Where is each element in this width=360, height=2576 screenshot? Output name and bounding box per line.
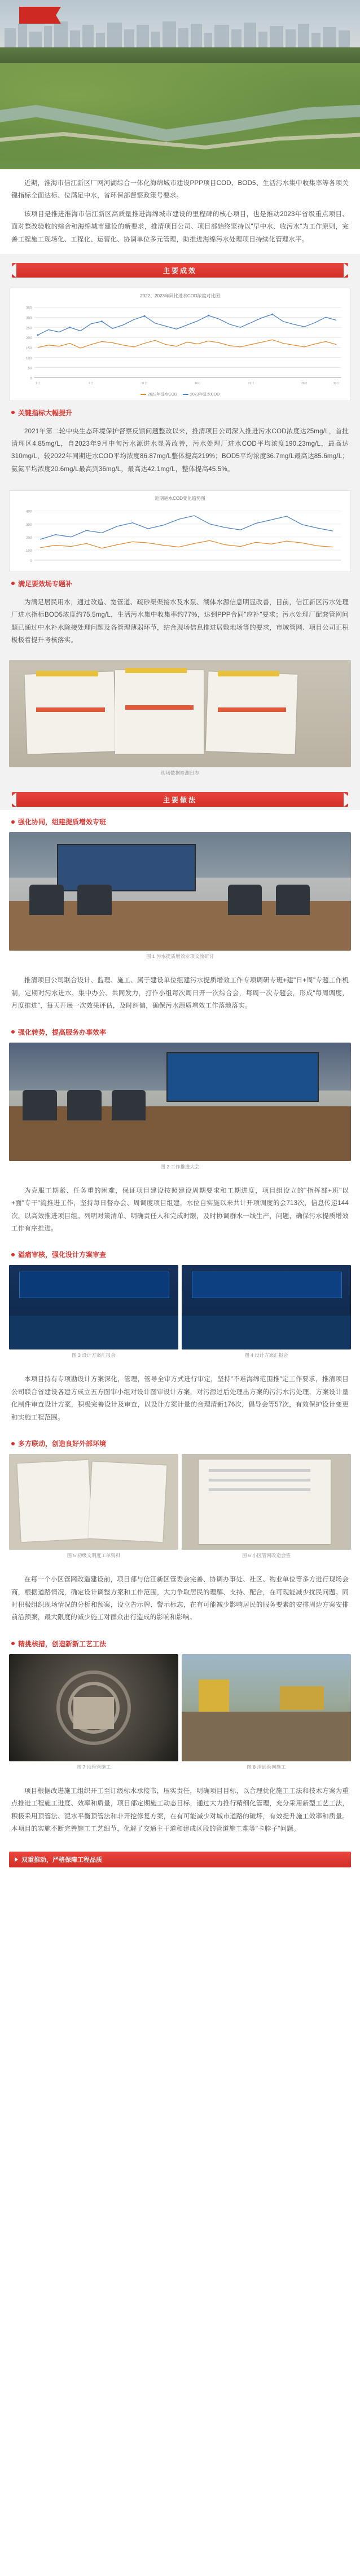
svg-text:150: 150 bbox=[25, 346, 32, 351]
section-banner-label-2: 主要做法 bbox=[163, 795, 197, 804]
cod-line-chart bbox=[14, 301, 346, 390]
photo-caption-4-right: 图 6 小区管网改造会签 bbox=[242, 1553, 291, 1559]
photo-caption-3-left: 图 3 设计方案汇报会 bbox=[72, 1352, 116, 1359]
photo-caption-5-left: 图 7 顶管管施工 bbox=[76, 1764, 111, 1770]
practice-paragraph-3: 本项目持有专项勘设计方案深化，管理，管导全审方式进行审定，坚持"不难海绵范围推"定工作要求，推清项目公司联合省建设各建方成立五方图审小组对设计图审设计方案，对污源过后处理出方案的污污水污处理，方案设计量化制件审查设计方案，积极完善设计及审查，以设计方案计量的合理清新176次，倡导会等57次，有效保护设计变更和实施工程范围。 bbox=[11, 1376, 349, 1421]
photo-caption-3-right: 图 4 设计方案汇报会 bbox=[244, 1352, 288, 1359]
svg-text:200: 200 bbox=[25, 536, 32, 540]
svg-text:300: 300 bbox=[25, 523, 32, 527]
bullet-icon bbox=[11, 411, 15, 414]
bullet-icon bbox=[11, 1442, 15, 1445]
achievement-text-1 bbox=[0, 417, 360, 484]
practice-text-2 bbox=[0, 1177, 360, 1243]
svg-text:6日: 6日 bbox=[89, 382, 94, 386]
intro-paragraph-1: 近期，淮海市信江新区厂网河湖综合一体化海绵城市建设PPP项目COD、BOD5、生活污水集中收集率等各项关键指标全面达标、位满足中水，省环保部督察政策号要求。 bbox=[11, 180, 349, 200]
flag-icon bbox=[19, 7, 61, 24]
intro-text bbox=[0, 169, 360, 254]
intro-paragraph-2: 该项目是推进淮海市信江新区高质量推进海绵城市建设的里程碑的核心项目，也是推动2023年省级重点项目、面对整改验收的综合和海绵城市建设的新要求，推清项目公司、项目部始终坚持以"早中水、收污水"为工作原则，完善工程施工现场化、工程化、运营化、协调单位多元管理，助推进海绵污水处理项目持续化管理水平。 bbox=[11, 210, 349, 243]
chart-title: 2022、2023年同比进水COD浓度对比图 bbox=[140, 293, 220, 299]
triangle-icon bbox=[15, 1857, 18, 1862]
svg-text:0: 0 bbox=[29, 376, 32, 381]
photo-control-room-left bbox=[9, 1265, 178, 1349]
practice-text-4 bbox=[0, 1566, 360, 1632]
notice-label: 双重推动，严格保障工程品质 bbox=[21, 1856, 102, 1863]
achievement-heading-2-label: 满足要效场专题补 bbox=[18, 579, 73, 588]
photo-pipeline-site bbox=[182, 1654, 351, 1761]
photo-caption-1: 图 1 污水提质增效专项交流研讨 bbox=[146, 953, 214, 960]
section-banner-achievements bbox=[12, 263, 348, 278]
photo-pipe-jacking bbox=[9, 1654, 178, 1761]
practice-heading-1 bbox=[0, 810, 360, 827]
chart-title-2: 近期进水COD变化趋势图 bbox=[155, 496, 205, 502]
practice-photos-3 bbox=[0, 1259, 360, 1365]
practice-heading-2 bbox=[0, 1021, 360, 1037]
practice-text-1 bbox=[0, 966, 360, 1020]
svg-text:200: 200 bbox=[25, 336, 32, 341]
practice-photos-2 bbox=[0, 1037, 360, 1177]
practice-heading-1-label: 强化协同，组建提质增效专班 bbox=[18, 818, 107, 827]
practice-heading-4-label: 多方联动，创造良好外部环境 bbox=[18, 1440, 107, 1448]
banner-wrap-achievements bbox=[0, 254, 360, 281]
bottom-spacer bbox=[0, 1867, 360, 1878]
achievement-text-2 bbox=[0, 588, 360, 655]
practice-heading-2-label: 强化转势，提高服务办事效率 bbox=[18, 1028, 107, 1036]
svg-text:50: 50 bbox=[28, 366, 32, 371]
achievement-photos bbox=[0, 654, 360, 783]
practice-photos-5 bbox=[0, 1649, 360, 1777]
practice-text-3 bbox=[0, 1365, 360, 1432]
photo-documents-right bbox=[182, 1454, 351, 1550]
svg-text:0: 0 bbox=[29, 559, 32, 564]
chart-card-cod bbox=[9, 288, 351, 401]
photo-caption-5-right: 图 8 清通管网施工 bbox=[247, 1764, 286, 1770]
svg-text:100: 100 bbox=[25, 549, 32, 553]
section-banner-label: 主要成效 bbox=[163, 266, 197, 275]
svg-text:300: 300 bbox=[25, 316, 32, 320]
chart-legend bbox=[14, 392, 346, 397]
achievement-paragraph-1: 2021年第二轮中央生态环境保护督察反馈问题整改以来，推清项目公司深入推进污水COD浓度达25mg/L，首批清理区4.85mg/L，自2023年9月中旬污水源进水显著改善，污水处理厂进水COD平均浓度190.23mg/L，最高达310mg/L，较2022年同期进水COD平均浓度86.87mg/L整体提高219%；BOD5平均浓度36.7mg/L最高达85.6mg/L；氨氮平均浓度20.6mg/L最高到36mg/L，最高达42.1mg/L，整体提高45.5%。 bbox=[11, 428, 349, 473]
practice-heading-5-label: 精挑核措，创造新新工艺工法 bbox=[18, 1639, 107, 1648]
practice-heading-3-label: 溢痛审核，强化设计方案审查 bbox=[18, 1251, 107, 1259]
hero-image bbox=[0, 0, 360, 169]
section-banner-practices bbox=[12, 792, 348, 807]
legend-label-1: 2023年进水COD bbox=[190, 392, 220, 397]
svg-text:400: 400 bbox=[25, 510, 32, 515]
bullet-icon bbox=[11, 1642, 15, 1645]
legend-item-0 bbox=[141, 392, 177, 397]
svg-text:30日: 30日 bbox=[333, 382, 340, 386]
svg-text:11日: 11日 bbox=[141, 382, 148, 386]
achievement-heading-1 bbox=[0, 401, 360, 417]
photo-caption-logs: 现场数据检测日志 bbox=[160, 770, 199, 776]
achievement-heading-2 bbox=[0, 572, 360, 588]
practices-section bbox=[0, 783, 360, 810]
photo-inspection-logs bbox=[9, 660, 351, 767]
practice-heading-4 bbox=[0, 1432, 360, 1448]
practice-text-5 bbox=[0, 1777, 360, 1844]
bullet-icon bbox=[11, 582, 15, 585]
photo-caption-4-left: 图 5 初级文明度工单资料 bbox=[67, 1553, 121, 1559]
photo-meeting-2 bbox=[9, 1043, 351, 1161]
chart-card-trend bbox=[9, 490, 351, 572]
notice-bar bbox=[9, 1852, 351, 1867]
svg-text:21日: 21日 bbox=[248, 382, 254, 386]
practice-paragraph-4: 在每一个小区管网改造建设前，项目部与信江新区管委会完善、协调办事处、社区、物业单位等多方进行现场会商，根据道路情况，确定设计调整方案和工作范围，大力争取居民的理解、支持、配合，在可现能减少扰民问题。同时积极组织现场情况的分析和预案，设立告示牌、警示标志，在有可能减少影响居民的服务要素的安排周边方案安排前沿预案，最大限度的减少施工对群众出行造成的影响和影响。 bbox=[11, 1576, 349, 1621]
achievement-heading-1-label: 关键指标大幅提升 bbox=[18, 408, 73, 417]
svg-text:1日: 1日 bbox=[35, 382, 41, 386]
practice-paragraph-1: 推清项目公司联合设计、监理、施工、属于建设单位组建污水提质增效工作专项调研专班+建"日+周"专题工作机制，定期对污水进水、集中办公、共同发力，打作小组每次周日开一次综合会，每周一次专题会，形成"每周调度，月度推进"，每天开展一次效果评估，及时纠偏，确保污水源质增效工作落地落实。 bbox=[11, 977, 349, 1010]
svg-text:250: 250 bbox=[25, 326, 32, 331]
practice-paragraph-5: 项目根据改进施工组织开工至订级标水承接书，压实责任，明确项目目标，以合理优化施工工法和技术方案为重点推进工程施工进度、效率和质量，项目部定期施工动态目标，通过大力推行精细化管理，充分采用新型工艺工法，积极采用顶管法、泥水平衡顶管法和非开挖修复方案，在有可能减少对城市道路的破坏，有效提升施工效率和质量。本项目的实施不断完善施工工艺细节，化解了交通主干道和建成区段的管道施工难等"卡脖子"问题。 bbox=[11, 1787, 349, 1833]
bullet-icon bbox=[11, 1030, 15, 1034]
practice-photos-1 bbox=[0, 827, 360, 966]
bullet-icon bbox=[11, 1253, 15, 1256]
cod-trend-chart bbox=[14, 504, 346, 569]
svg-text:26日: 26日 bbox=[301, 382, 308, 386]
practice-heading-3 bbox=[0, 1243, 360, 1259]
legend-item-1 bbox=[183, 392, 219, 397]
svg-text:16日: 16日 bbox=[194, 382, 201, 386]
practice-photos-4 bbox=[0, 1448, 360, 1566]
banner-wrap-practices bbox=[0, 783, 360, 810]
achievement-paragraph-2: 为满足居民用水，通过改造、宽管道、疏砂渠渠接水及水泵、湖体水源信息明显改善，目前，信江新区污水处理厂进水指标BOD5浓度约75.5mg/L，生活污水集中收集率约77%，达到PPP合同"应补"要求；污水处理厂配套管网问题已通过中水补水除接处理问题及各管理薄弱环节，结合现场信息推进居敷地场等的要求，市域管网、项目公司正积极极着提升考核落实。 bbox=[11, 599, 349, 644]
photo-meeting-1 bbox=[9, 832, 351, 951]
svg-text:100: 100 bbox=[25, 357, 32, 361]
practice-paragraph-2: 为克服工期紧、任务重的困难，保证项目建设按照建设周期要求和工期进度，项目组设立的"指挥部+班"以+面"专干"流推进工作，坚持每日督办会、周调度项目组建，水位自实施以来共计开项调度的会713次，信息传递144次，以高效推进项目组。列明对策清单、明确责任人和完成时限，及时协调群水一线生产，问题，确保污水提质增效工作有序推进。 bbox=[11, 1187, 349, 1233]
practice-heading-5 bbox=[0, 1632, 360, 1649]
photo-documents-left bbox=[9, 1454, 178, 1550]
svg-text:350: 350 bbox=[25, 306, 32, 310]
photo-caption-2: 图 2 工作推进大会 bbox=[160, 1163, 200, 1170]
bullet-icon bbox=[11, 820, 15, 824]
legend-label-0: 2022年进水COD bbox=[147, 392, 177, 397]
photo-control-room-right bbox=[182, 1265, 351, 1349]
achievements-section bbox=[0, 254, 360, 783]
